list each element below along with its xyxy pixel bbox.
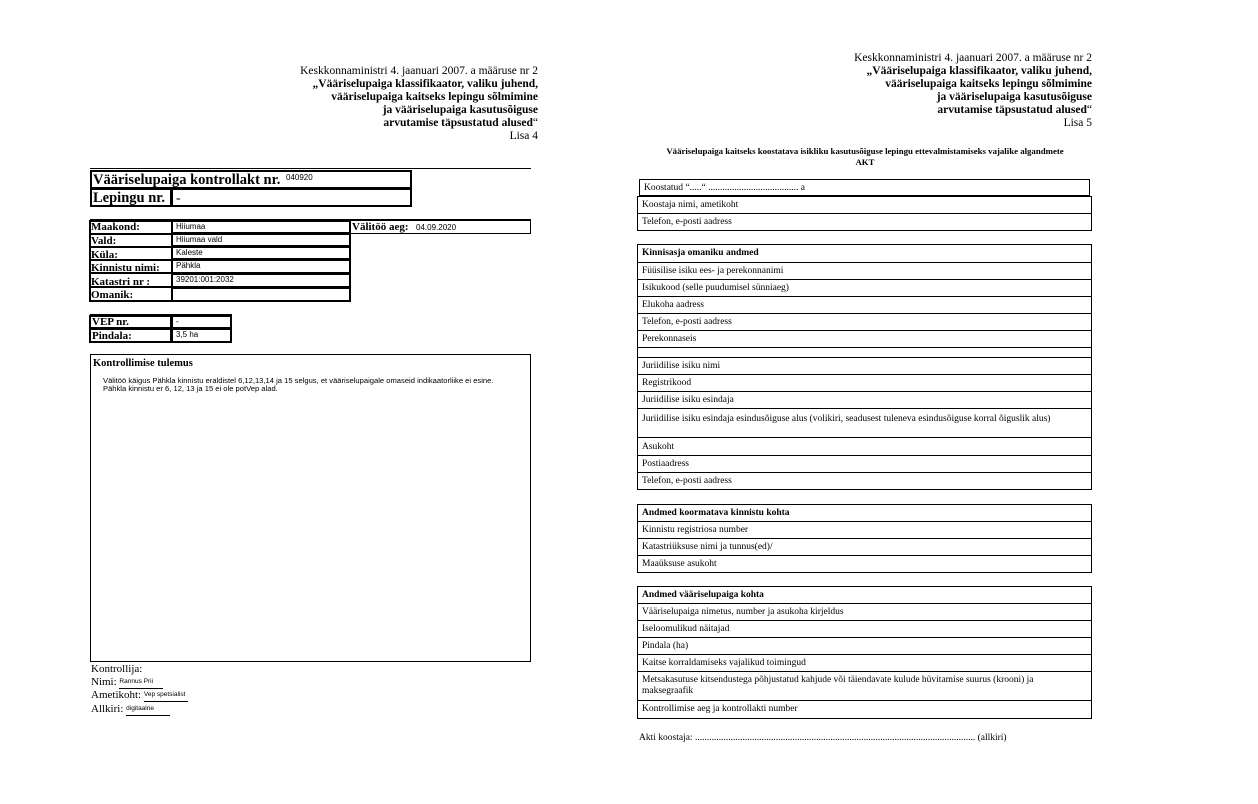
- left-header-line5-wrap: [240, 117, 538, 130]
- control-act-number: 040920: [286, 173, 313, 182]
- owner-row: Postiaadress: [638, 456, 1091, 473]
- right-header-line5-wrap: [790, 104, 1092, 117]
- owner-row: Isikukood (selle puudumisel sünniaeg): [638, 280, 1091, 297]
- name-value: Rannus Prii: [119, 676, 163, 689]
- compiled-box: [639, 179, 1090, 196]
- control-act-title-box: [90, 170, 412, 189]
- owner-row: Registrikood: [638, 375, 1091, 392]
- owner-row: Juriidilise isiku esindaja: [638, 392, 1091, 409]
- act-compiler-footer: Akti koostaja: ...................................................................................................................... (allkiri): [639, 733, 1007, 743]
- owner-row: Asukoht: [638, 438, 1091, 456]
- property-heading: Andmed koormatava kinnistu kohta: [638, 505, 1091, 522]
- owner-row: Telefon, e-posti aadress: [638, 473, 1091, 490]
- property-row: Katastriüksuse nimi ja tunnus(ed)/: [638, 539, 1091, 556]
- field-value-county: Hiiumaa: [171, 220, 351, 234]
- vep-label: VEP nr.: [92, 316, 129, 328]
- field-label-owner: Omanik:: [91, 289, 134, 301]
- left-header-line1: Keskkonnaministri 4. jaanuari 2007. a määruse nr 2: [300, 65, 538, 77]
- field-label-village: Küla:: [91, 249, 118, 261]
- left-header: [240, 65, 538, 143]
- work-time-box: [349, 220, 531, 234]
- field-value-cadastre: 39201:001:2032: [171, 273, 351, 288]
- signature-block: [91, 663, 291, 719]
- field-label-property-name: Kinnistu nimi:: [91, 262, 160, 274]
- field-label-municipality: Vald:: [91, 235, 117, 247]
- left-title-rule: [90, 168, 531, 169]
- habitat-heading: Andmed vääriselupaiga kohta: [638, 587, 1091, 604]
- act-title: [630, 146, 1100, 168]
- owner-table: [637, 244, 1092, 490]
- control-result-box: [90, 354, 531, 662]
- compiler-row-contact: Telefon, e-posti aadress: [638, 214, 1091, 231]
- control-result-text2: Pähkla kinnistu er 6, 12, 13 ja 15 ei ole potVep alad.: [103, 384, 278, 393]
- fields-label-separator-mid: [89, 259, 172, 274]
- right-header-line3: vääriselupaiga kaitseks lepingu sõlmimine: [885, 78, 1092, 90]
- right-header-lisa: Lisa 5: [1063, 117, 1092, 129]
- property-table: [637, 504, 1092, 573]
- sign-value: digitaalne: [126, 703, 170, 716]
- control-act-title: Vääriselupaiga kontrollakt nr.: [93, 172, 281, 188]
- right-header-line2: „Vääriselupaiga klassifikaator, valiku juhend,: [866, 65, 1092, 77]
- sign-label: Allkiri:: [91, 703, 124, 715]
- position-value: Vep spetsialist: [144, 689, 188, 702]
- left-header-lisa: Lisa 4: [509, 130, 538, 142]
- name-line: [91, 676, 163, 689]
- vep-label-box: [89, 315, 172, 329]
- habitat-row: Vääriselupaiga nimetus, number ja asukoha kirjeldus: [638, 604, 1091, 621]
- area-value: 3,5 ha: [171, 328, 232, 343]
- compiler-row-name: Koostaja nimi, ametikoht: [638, 197, 1091, 214]
- field-value-municipality: Hiiumaa vald: [171, 233, 351, 247]
- owner-heading: Kinnisasja omaniku andmed: [638, 245, 1091, 263]
- fields-label-separator-2: [89, 246, 172, 248]
- right-header-line5: arvutamise täpsustatud alused: [937, 104, 1087, 116]
- compiled-text: Koostatud “.....“ ...................................... a: [644, 183, 805, 193]
- habitat-row-last: Kontrollimise aeg ja kontrollakti number: [638, 701, 1091, 719]
- left-header-quote: “: [532, 117, 538, 129]
- name-label: Nimi:: [91, 676, 117, 688]
- position-line: [91, 689, 188, 702]
- property-row: Maaüksuse asukoht: [638, 556, 1091, 573]
- control-result-title: Kontrollimise tulemus: [93, 358, 193, 369]
- left-header-line4: ja vääriselupaiga kasutusõiguse: [382, 104, 538, 116]
- contract-label: Lepingu nr.: [93, 190, 165, 206]
- left-header-line3: vääriselupaiga kaitseks lepingu sõlmimine: [331, 91, 538, 103]
- contract-value: -: [176, 191, 181, 206]
- vep-value: -: [171, 315, 232, 329]
- compiler-table: [637, 196, 1092, 231]
- habitat-table: [637, 586, 1092, 719]
- owner-row: Füüsilise isiku ees- ja perekonnanimi: [638, 263, 1091, 280]
- control-result-text1: Välitöö käigus Pähkla kinnistu eraldistel 6,12,13,14 ja 15 selgus, et vääriselupaigale omaseid indikaatorliike ei esine.: [103, 376, 494, 385]
- field-label-county: Maakond:: [91, 221, 140, 233]
- owner-row-empty: [638, 348, 1091, 358]
- sign-line: [91, 703, 170, 716]
- field-value-village: Kaleste: [171, 246, 351, 260]
- field-label-cadastre: Katastri nr :: [91, 276, 151, 288]
- right-header-quote: “: [1086, 104, 1092, 116]
- act-title-line1: Vääriselupaiga kaitseks koostatava isikliku kasutusõiguse lepingu ettevalmistamiseks vajalike algandmete: [666, 146, 1064, 156]
- position-label: Ametikoht:: [91, 689, 142, 701]
- field-value-owner: [171, 287, 351, 302]
- right-header-line1: Keskkonnaministri 4. jaanuari 2007. a määruse nr 2: [854, 52, 1092, 64]
- controller-label: Kontrollija:: [91, 663, 143, 675]
- habitat-row: Kaitse korraldamiseks vajalikud toimingud: [638, 655, 1091, 672]
- owner-row: Elukoha aadress: [638, 297, 1091, 314]
- field-value-property-name: Pähkla: [171, 259, 351, 274]
- contract-value-box: [171, 188, 412, 207]
- act-title-line2: AKT: [855, 157, 875, 167]
- right-header-line4: ja vääriselupaiga kasutusõiguse: [936, 91, 1092, 103]
- area-label-box: [89, 328, 172, 343]
- left-header-line5: arvutamise täpsustatud alused: [383, 117, 533, 129]
- property-row: Kinnistu registriosa number: [638, 522, 1091, 539]
- habitat-row-compensation: Metsakasutuse kitsendustega põhjustatud kahjude või täiendavate kulude hüvitamise suurus (krooni) ja maksegraafik: [638, 672, 1091, 701]
- owner-row: Perekonnaseis: [638, 331, 1091, 348]
- owner-row: Juriidilise isiku nimi: [638, 358, 1091, 375]
- habitat-row: Iseloomulikud näitajad: [638, 621, 1091, 638]
- area-label: Pindala:: [92, 330, 132, 342]
- work-time-value: 04.09.2020: [416, 223, 457, 232]
- contract-label-box: [90, 188, 172, 207]
- work-time-label: Välitöö aeg:: [352, 221, 409, 233]
- habitat-row: Pindala (ha): [638, 638, 1091, 655]
- left-header-line2: „Vääriselupaiga klassifikaator, valiku juhend,: [312, 78, 538, 90]
- right-header: [790, 52, 1092, 130]
- owner-row-rep-basis: Juriidilise isiku esindaja esindusõiguse alus (volikiri, seadusest tuleneva esindusõiguse korral õiguslik alus): [638, 409, 1091, 438]
- owner-row: Telefon, e-posti aadress: [638, 314, 1091, 331]
